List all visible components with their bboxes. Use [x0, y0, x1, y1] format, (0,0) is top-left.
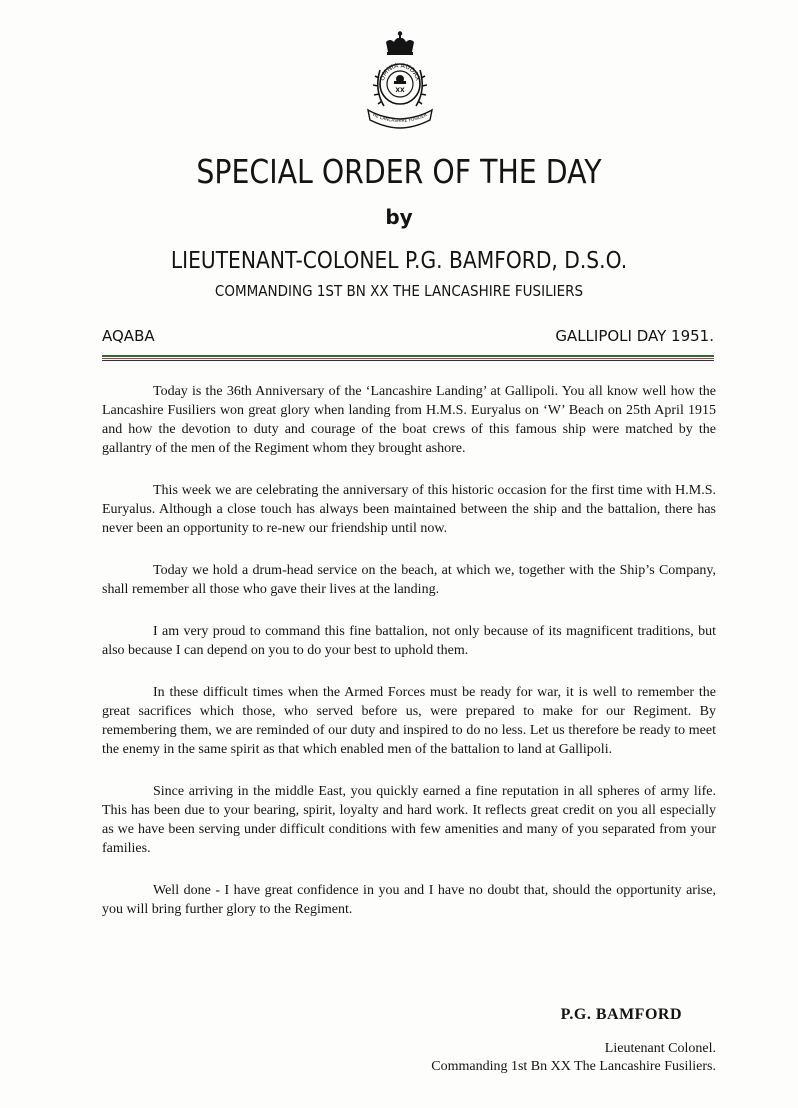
signature-name: P.G. BAMFORD: [560, 1006, 682, 1023]
document-title: SPECIAL ORDER OF THE DAY: [196, 152, 602, 191]
signature-command: Commanding 1st Bn XX The Lancashire Fusiliers.: [431, 1059, 716, 1074]
paragraph: Since arriving in the middle East, you quickly earned a fine reputation in all spheres of army life. This has been due to your bearing, spirit, loyalty and hard work. It reflects great credit on you all especially as we have been serving under difficult conditions with few amenities and many of you separated from your families.: [102, 784, 716, 856]
paragraph: Well done - I have great confidence in you and I have no doubt that, should the opportunity arise, you will bring further glory to the Regiment.: [102, 883, 716, 917]
crest-scroll-text: HE LANCASHIRE FUSILIER: [371, 113, 429, 125]
tricolour-divider: [102, 355, 714, 361]
date-label: GALLIPOLI DAY 1951.: [555, 327, 714, 345]
by-label: by: [385, 205, 413, 229]
signature-rank: Lieutenant Colonel.: [604, 1041, 716, 1056]
paragraph: Today we hold a drum-head service on the beach, at which we, together with the Ship’s Company, shall remember all those who gave their lives at the landing.: [102, 563, 716, 597]
crest-motto: OMNIA AUDAX: [378, 62, 422, 82]
sphinx-icon: [394, 75, 406, 84]
paragraph: Today is the 36th Anniversary of the ‘Lancashire Landing’ at Gallipoli. You all know well how the Lancashire Fusiliers won great glory when landing from H.M.S. Euryalus on ‘W’ Beach on 25th April 1915 and how the devotion to duty and courage of the boat crews of this famous ship were matched by the gallantry of the men of the Regiment whom they brought ashore.: [102, 384, 716, 456]
crest-numeral: XX: [395, 87, 405, 94]
regimental-crest-icon: [364, 30, 436, 132]
crown-icon: [386, 31, 414, 55]
commander-name: LIEUTENANT-COLONEL P.G. BAMFORD, D.S.O.: [170, 248, 628, 274]
order-body: [102, 382, 716, 942]
paragraph: This week we are celebrating the anniversary of this historic occasion for the first time with H.M.S. Euryalus. Although a close touch has always been maintained between the ship and the battalion, there has never been an opportunity to re-new our friendship until now.: [102, 483, 716, 536]
command-line: COMMANDING 1ST BN XX THE LANCASHIRE FUSILIERS: [214, 282, 584, 300]
paragraph: I am very proud to command this fine battalion, not only because of its magnificent traditions, but also because I can depend on you to do your best to uphold them.: [102, 624, 716, 658]
place-label: AQABA: [102, 327, 155, 345]
paragraph: In these difficult times when the Armed Forces must be ready for war, it is well to remember the great sacrifices which those, who served before us, were prepared to make for our Regiment. By remembering them, we are reminded of our duty and inspired to do no less. Let us therefore be ready to meet the enemy in the same spirit as that which enabled men of the battalion to land at Gallipoli.: [102, 685, 716, 757]
